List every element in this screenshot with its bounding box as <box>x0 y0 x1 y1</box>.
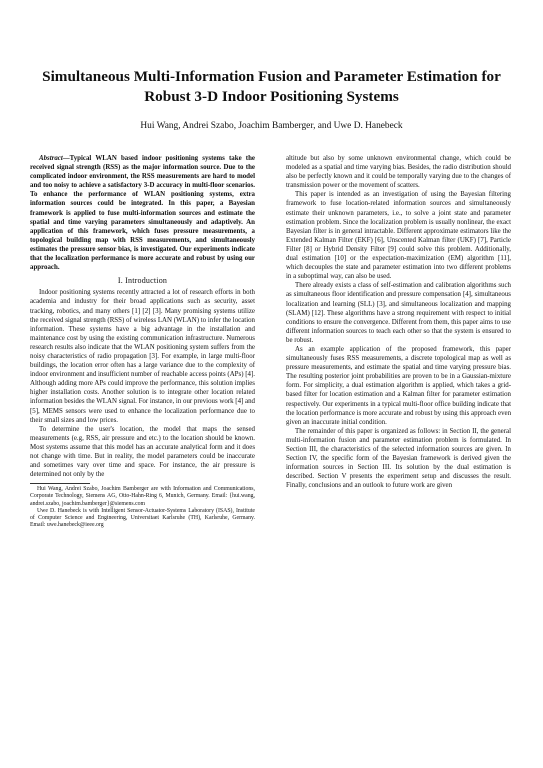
footnote-affiliation: Hui Wang, Andrei Szabo, Joachim Bamberger are with Information and Communications, Corporate Technology, Siemens AG, Otto-Hahn-Ring 6, Munich, Germany. Email: {hui.wang, andrei.szabo, joachim.bamberger}@siemens.com <box>30 486 255 507</box>
section-heading-introduction: I. Introduction <box>117 276 168 286</box>
abstract-text: —Typical WLAN based indoor positioning systems take the received signal strength (RSS) as the major information source. Due to the complicated indoor environment, the RSS measurements are hard to model and too noisy to achieve a satisfactory 3-D accuracy in multi-floor scenarios. To enhance the performance of WLAN positioning systems, extra information sources could be integrated. In this paper, a Bayesian framework is applied to fuse multi-information sources and estimate the spatial and time varying parameters simultaneously and adaptively. An application of this framework, which fuses pressure measurements, a topological building map with RSS measurements, and simultaneously estimates the pressure sensor bias, is investigated. Our experiments indicate that the localization performance is more accurate and robust by using our approach. <box>30 155 255 272</box>
body-paragraph: There already exists a class of self-estimation and calibration algorithms such as simultaneous floor identification and pressure compensation [4], simultaneous localization and learning (SLL) [3], and simultaneous localization and mapping (SLAM) [12]. These algorithms have a strong requirement with respect to initial conditions to ensure the convergence. Different from them, this paper aims to use different information sources to teach each other so that the system is ensured to be robust. <box>286 282 511 344</box>
body-paragraph: altitude but also by some unknown environmental change, which could be modeled as a spatial and time varying bias. Besides, the radio distribution should also be perfectly known and it could be temporally varying due to the changes of transmission power or the movement of scatters. <box>286 155 511 190</box>
body-paragraph: As an example application of the proposed framework, this paper simultaneously fuses RSS measurements, a discrete topological map as well as pressure measurements, and estimate the spatial and time varying pressure bias. The resulting posterior joint probabilities are proven to be in a Gaussian-mixture form. For simplicity, a dual estimation algorithm is applied, which takes a grid-based filter for location estimation and a Kalman filter for parameter estimation respectively. Our experiments in a typical multi-floor office building indicate that the location performance is more accurate and robust by using this approach even given an inaccurate initial condition. <box>286 345 512 426</box>
abstract-label: Abstract <box>39 155 63 162</box>
body-paragraph: This paper is intended as an investigation of using the Bayesian filtering framework to fuse location-related information sources and simultaneously estimate their unknown parameters, i.e., to solve a joint state and parameter estimation problem. Since the localization problem is usually nonlinear, the exact Bayesian filter is in general intractable. Different approximate estimators like the Extended Kalman Filter (EKF) [6], Unscented Kalman filter (UKF) [7], Particle Filter [8] or Hybrid Density Filter [9] could solve this problem. Additionally, dual estimation [10] or the expectation-maximization (EM) algorithm [11], which decouples the state and parameter estimation into two different problems in a suboptimal way, can also be used. <box>286 191 511 281</box>
author-list: Hui Wang, Andrei Szabo, Joachim Bamberger, and Uwe D. Hanebeck <box>140 121 403 131</box>
body-paragraph: Indoor positioning systems recently attracted a lot of research efforts in both academia and industry for their broad applications such as security, asset tracking, robotics, and many others [1] [2] [3]. Many promising systems utilize the received signal strength (RSS) of wireless LAN (WLAN) to infer the location information. These systems have a big advantage in the installation and maintenance cost by using the existing communication infrastructure. Numerous research results also indicate that the WLAN positioning system suffers from the noisy characteristics of radio propagation [3]. For example, in large multi-floor buildings, the location error often has a large variance due to the complexity of indoor environment and insufficient number of reachable access points (APs) [4]. Although adding more APs could improve the performance, this solution implies higher installation costs. Another solution is to integrate other location related information besides the WLAN signal. For instance, in our previous work [4] and [5], MEMS sensors were used to enhance the localization performance due to their small sizes and low prices. <box>30 289 255 424</box>
footnote-divider <box>30 483 90 484</box>
right-column <box>286 154 511 490</box>
body-paragraph: To determine the user's location, the model that maps the sensed measurements (e.g, RSS, air pressure and etc.) to the location should be known. Most systems assume that this model has an accurate analytical form and it does not change with time. But in reality, the model parameters could be inaccurate and sometimes vary over time and space. For instance, the air pressure is determined not only by the <box>30 425 255 479</box>
abstract <box>30 154 255 272</box>
paper-title: Simultaneous Multi-Information Fusion and Parameter Estimation for Robust 3-D Indoor Positioning Systems <box>42 68 501 105</box>
body-paragraph: The remainder of this paper is organized as follows: in Section II, the general multi-information fusion and parameter estimation problem is formulated. In Section III, the characteristics of the selected information sources are given. In Section IV, the specific form of the Bayesian framework is derived given the information sources in Section III. Its solution by the dual estimation is described. Section V presents the experiment setup and discusses the result. Finally, conclusions and an outlook to future work are given <box>286 427 511 490</box>
left-column <box>30 154 255 530</box>
footnote-affiliation: Uwe D. Hanebeck is with Intelligent Sensor-Actuator-Systems Laboratory (ISAS), Institute of Computer Science and Engineering, Universitaet Karlsruhe (TH), Karlsruhe, Germany. Email: uwe.hanebeck@ieee.org <box>30 507 255 529</box>
